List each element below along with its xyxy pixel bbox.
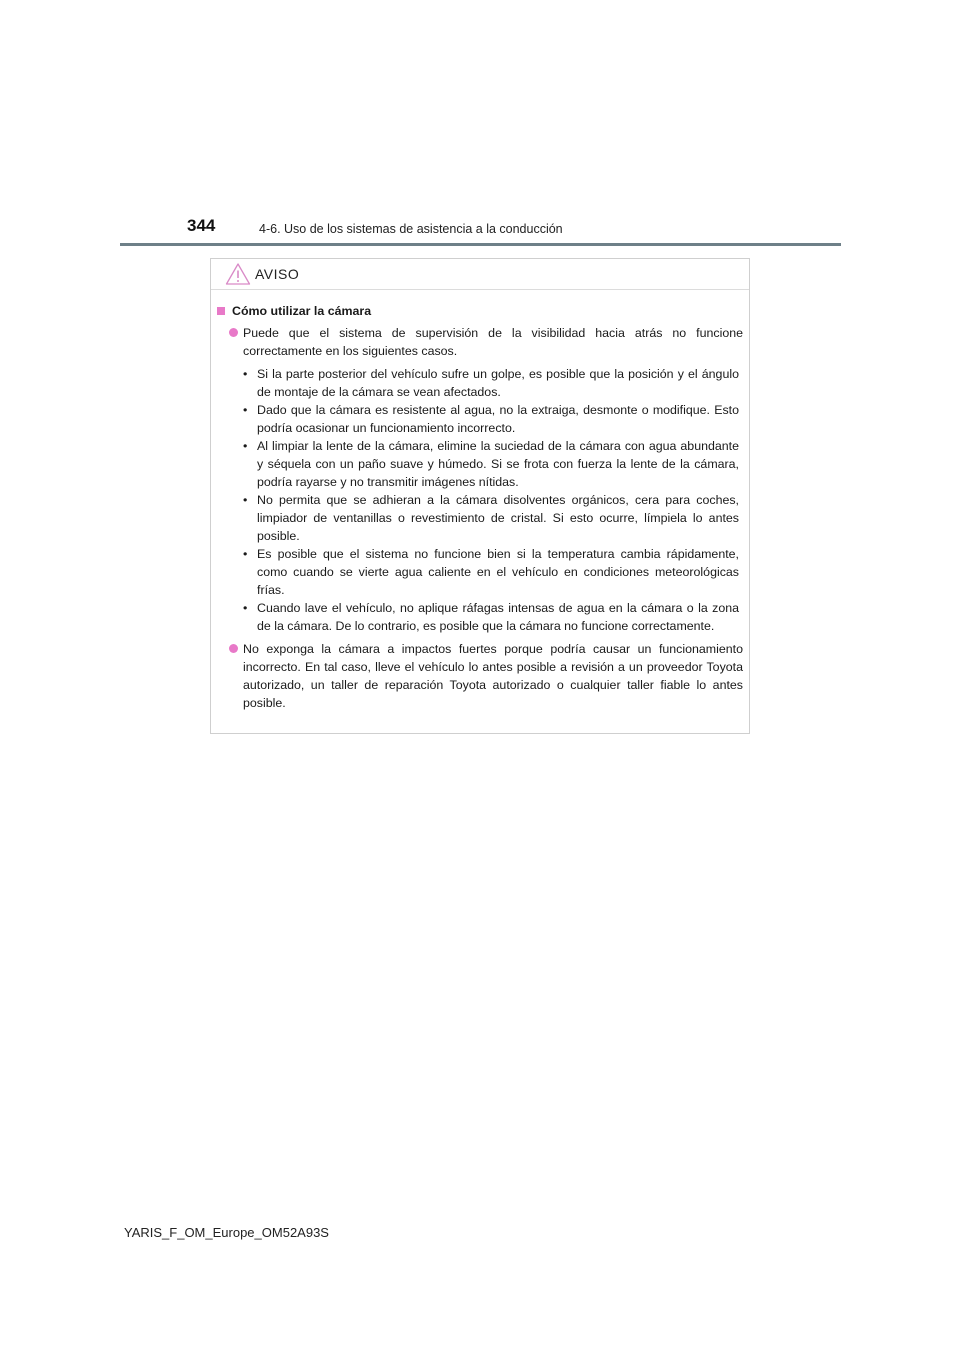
warning-triangle-icon <box>225 262 251 286</box>
dot-bullet-icon: • <box>243 493 248 507</box>
square-bullet-icon <box>217 307 225 315</box>
sublist-item <box>215 599 739 635</box>
dot-bullet-icon: • <box>243 403 248 417</box>
notice-title: AVISO <box>255 266 300 282</box>
sublist <box>215 365 739 635</box>
list-item-text: No exponga la cámara a impactos fuertes porque podría causar un funcionamiento incorrecto. En tal caso, lleve el vehículo lo antes posible a revisión a un proveedor Toyota autorizado, un taller de reparación Toyota autorizado o cualquier taller fiable lo antes posible. <box>243 642 743 710</box>
sublist-item-text: Si la parte posterior del vehículo sufre un golpe, es posible que la posición y el ángulo de montaje de la cámara se vean afectados. <box>257 367 739 399</box>
list-item <box>215 640 743 712</box>
dot-bullet-icon: • <box>243 547 248 561</box>
dot-bullet-icon: • <box>243 439 248 453</box>
circle-bullet-icon <box>229 328 238 337</box>
dot-bullet-icon: • <box>243 367 248 381</box>
notice-content <box>211 290 749 712</box>
sublist-item <box>215 491 739 545</box>
sublist-item-text: Es posible que el sistema no funcione bien si la temperatura cambia rápidamente, como cuando se vierte agua caliente en el vehículo en condiciones meteorológicas frías. <box>257 547 739 597</box>
sublist-item-text: Cuando lave el vehículo, no aplique ráfagas intensas de agua en la cámara o la zona de la cámara. De lo contrario, es posible que la cámara no funcione correctamente. <box>257 601 739 633</box>
circle-bullet-icon <box>229 644 238 653</box>
sublist-item-text: Dado que la cámara es resistente al agua, no la extraiga, desmonte o modifique. Esto podría ocasionar un funcionamiento incorrecto. <box>257 403 739 435</box>
subheading-text: Cómo utilizar la cámara <box>232 304 372 318</box>
sublist-item-text: Al limpiar la lente de la cámara, elimine la suciedad de la cámara con agua abundante y séquela con un paño suave y húmedo. Si se frota con fuerza la lente de la cámara, podría rayarse y no transmitir imágenes nítidas. <box>257 439 739 489</box>
subheading <box>215 302 743 320</box>
sublist-item <box>215 437 739 491</box>
list-item-text: Puede que el sistema de supervisión de la visibilidad hacia atrás no funcione correctamente en los siguientes casos. <box>243 326 743 358</box>
notice-box <box>210 258 750 734</box>
header-rule <box>120 243 841 246</box>
footer-document-id: YARIS_F_OM_Europe_OM52A93S <box>124 1225 329 1240</box>
list-item <box>215 324 743 360</box>
sublist-item <box>215 545 739 599</box>
page-number: 344 <box>187 216 216 235</box>
notice-header <box>211 259 749 290</box>
sublist-item <box>215 401 739 437</box>
section-title: 4-6. Uso de los sistemas de asistencia a la conducción <box>259 222 563 236</box>
dot-bullet-icon: • <box>243 601 248 615</box>
sublist-item <box>215 365 739 401</box>
sublist-item-text: No permita que se adhieran a la cámara disolventes orgánicos, cera para coches, limpiador de ventanillas o revestimiento de cristal. Si esto ocurre, límpiela lo antes posible. <box>257 493 739 543</box>
